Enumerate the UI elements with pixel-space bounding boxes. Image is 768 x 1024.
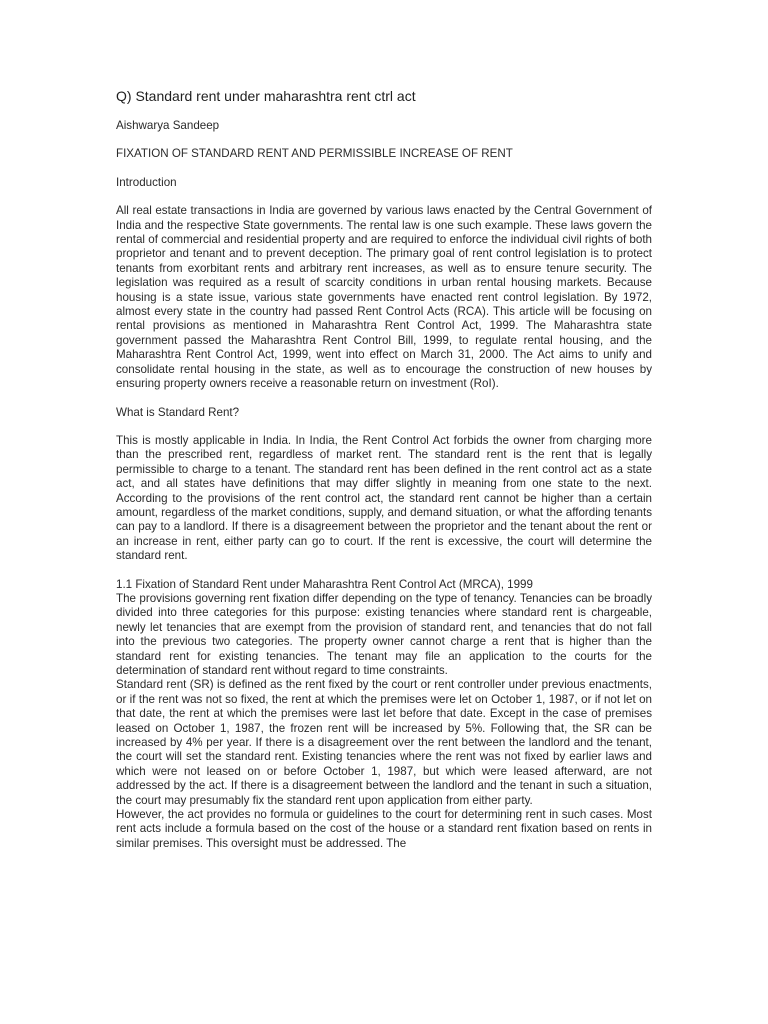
question-title: Q) Standard rent under maharashtra rent ctrl act <box>116 88 416 104</box>
standard-rent-label: What is Standard Rent? <box>116 405 240 419</box>
section-paragraph-1: The provisions governing rent fixation differ depending on the type of tenancy. Tenancies can be broadly divided into three categories for this purpose: existing tenancies where standard rent is chargeable, newly let tenancies that are exempt from the provision of standard rent, and tenancies that do not fall into the previous two categories. The property owner cannot charge a rent that is higher than the standard rent for existing tenancies. The tenant may file an application to the courts for the determination of standard rent without regard to time constraints. <box>116 591 652 677</box>
section-heading: 1.1 Fixation of Standard Rent under Maharashtra Rent Control Act (MRCA), 1999 <box>116 577 533 591</box>
standard-rent-paragraph: This is mostly applicable in India. In India, the Rent Control Act forbids the owner from charging more than the prescribed rent, regardless of market rent. The standard rent is the rent that is legally permissible to charge to a tenant. The standard rent has been defined in the rent control act as a state act, and all states have definitions that may differ slightly in meaning from one state to the next. According to the provisions of the rent control act, the standard rent cannot be higher than a certain amount, regardless of the market conditions, supply, and demand situation, or what the affording tenants can pay to a landlord. If there is a disagreement between the proprietor and the tenant about the rent or an increase in rent, either party can go to court. If the rent is excessive, the court will determine the standard rent. <box>116 433 652 563</box>
introduction-label: Introduction <box>116 175 177 189</box>
main-heading: FIXATION OF STANDARD RENT AND PERMISSIBLE INCREASE OF RENT <box>116 147 513 161</box>
section-paragraph-2: Standard rent (SR) is defined as the rent fixed by the court or rent controller under previous enactments, or if the rent was not so fixed, the rent at which the premises were let on October 1, 1987, or if not let on that date, the rent at which the premises were last let before that date. Except in the case of premises leased on October 1, 1987, the frozen rent will be increased by 5%. Following that, the SR can be increased by 4% per year. If there is a disagreement over the rent between the landlord and the tenant, the court will set the standard rent. Existing tenancies where the rent was not fixed by earlier laws and which were not leased on or before October 1, 1987, but which were leased afterward, are not addressed by the act. If there is a disagreement between the landlord and the tenant in such a situation, the court may presumably fix the standard rent upon application from either party. <box>116 678 652 807</box>
section-paragraph-3: However, the act provides no formula or guidelines to the court for determining rent in such cases. Most rent acts include a formula based on the cost of the house or a standard rent fixation based on rents in similar premises. This oversight must be addressed. The <box>116 808 652 850</box>
author-name: Aishwarya Sandeep <box>116 119 220 132</box>
introduction-paragraph: All real estate transactions in India are governed by various laws enacted by the Central Government of India and the respective State governments. The rental law is one such example. These laws govern the rental of commercial and residential property and are required to enforce the individual civil rights of both proprietor and tenant and to prevent deception. The primary goal of rent control legislation is to protect tenants from exorbitant rents and arbitrary rent increases, as well as to ensure tenure security. The legislation was required as a result of scarcity conditions in urban rental housing markets. Because housing is a state issue, various state governments have enacted rent control legislation. By 1972, almost every state in the country had passed Rent Control Acts (RCA). This article will be focusing on rental provisions as mentioned in Maharashtra Rent Control Act, 1999. The Maharashtra state government passed the Maharashtra Rent Control Bill, 1999, to regulate rental housing, and the Maharashtra Rent Control Act, 1999, went into effect on March 31, 2000. The Act aims to unify and consolidate rental housing in the state, as well as to encourage the construction of new houses by ensuring property owners receive a reasonable return on investment (RoI). <box>116 204 652 391</box>
